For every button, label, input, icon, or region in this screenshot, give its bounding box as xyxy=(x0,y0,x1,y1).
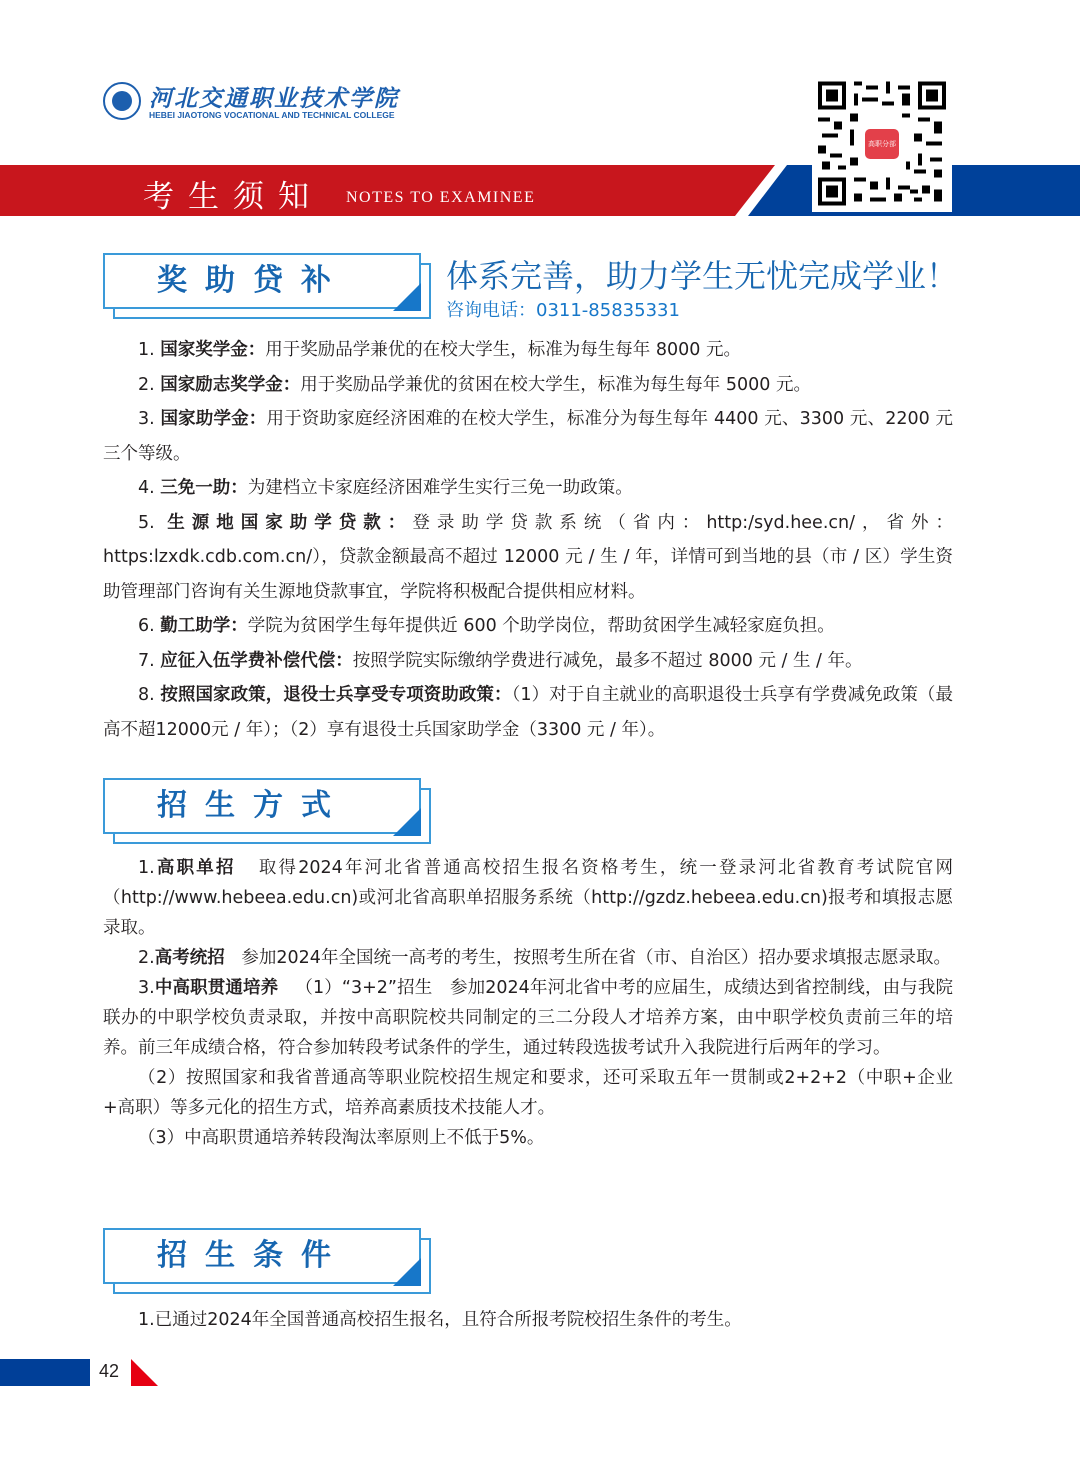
aid-slogan: 体系完善，助力学生无忧完成学业！ xyxy=(446,257,959,295)
aid-list xyxy=(103,333,953,747)
list-item: 3.中高职贯通培养 （1）“3+2”招生 参加2024年河北省中考的应届生，成绩达到省控制线，由与我院联办的中职学校负责录取，并按中高职院校共同制定的三二分段人才培养方案，由中职学校负责前三年的培养。前三年成绩合格，符合参加转段考试条件的学生，通过转段选拔考试升入我院进行后两年的学习。 xyxy=(103,978,954,1058)
list-item: （3）中高职贯通培养转段淘汰率原则上不低于5%。 xyxy=(138,1128,545,1148)
list-item: 1.高职单招 取得2024年河北省普通高校招生报名资格考生，统一登录河北省教育考试院官网（http://www.hebeea.edu.cn)或河北省高职单招服务系统（http://gzdz.hebeea.edu.cn)报考和填报志愿录取。 xyxy=(103,858,953,938)
conditions-list xyxy=(103,1305,953,1335)
college-name-en: HEBEI JIAOTONG VOCATIONAL AND TECHNICAL COLLEGE xyxy=(149,110,395,120)
list-item: 2. 国家励志奖学金：用于奖励品学兼优的贫困在校大学生，标准为每生每年 5000 元。 xyxy=(138,374,811,395)
page-number: 42 xyxy=(99,1361,120,1381)
college-name-cn: 河北交通职业技术学院 xyxy=(149,85,399,112)
section-header-aid xyxy=(103,253,433,323)
list-item: 5. 生源地国家助学贷款：登录助学贷款系统（省内：http:/syd.hee.cn/，省外：https:lzxdk.cdb.com.cn/），贷款金额最高不超过 12000 元 / 生 / 年，详情可到当地的县（市 / 区）学生资助管理部门咨询有关生源地贷款事宜，学院将积极配合提供相应材料。 xyxy=(103,512,954,602)
banner-title: 考生须知 xyxy=(143,179,323,215)
section-header-conditions xyxy=(103,1228,433,1298)
qr-code[interactable] xyxy=(812,75,952,212)
list-item: 7. 应征入伍学费补偿代偿：按照学院实际缴纳学费进行减免，最多不超过 8000 元 / 生 / 年。 xyxy=(138,650,863,671)
college-logo xyxy=(103,80,399,130)
list-item: 6. 勤工助学：学院为贫困学生每年提供近 600 个助学岗位，帮助贫困学生减轻家庭负担。 xyxy=(138,616,835,636)
banner-subtitle: NOTES TO EXAMINEE xyxy=(346,189,536,206)
aid-phone: 咨询电话：0311-85835331 xyxy=(446,300,680,321)
qr-center-logo: 高职分部 xyxy=(865,129,899,159)
college-emblem-icon xyxy=(103,82,141,120)
methods-list xyxy=(103,853,953,1153)
list-item: 3. 国家助学金：用于资助家庭经济困难的在校大学生，标准分为每生每年 4400 元、3300 元、2200 元三个等级。 xyxy=(103,409,953,464)
list-item: 1. 国家奖学金：用于奖励品学兼优的在校大学生，标准为每生每年 8000 元。 xyxy=(138,340,741,360)
list-item: 2.高考统招 参加2024年全国统一高考的考生，按照考生所在省（市、自治区）招办要求填报志愿录取。 xyxy=(138,948,951,968)
footer-bar xyxy=(0,1359,90,1386)
section-header-methods xyxy=(103,778,433,848)
list-item: （2）按照国家和我省普通高等职业院校招生规定和要求，还可采取五年一贯制或2+2+2（中职+企业+高职）等多元化的招生方式，培养高素质技术技能人才。 xyxy=(103,1068,953,1118)
footer-triangle-icon xyxy=(131,1359,158,1386)
list-item: 1.已通过2024年全国普通高校招生报名，且符合所报考院校招生条件的考生。 xyxy=(138,1310,742,1330)
list-item: 4. 三免一助：为建档立卡家庭经济困难学生实行三免一助政策。 xyxy=(138,478,633,498)
section-title-conditions: 招生条件 xyxy=(157,1238,349,1273)
section-title-methods: 招生方式 xyxy=(157,788,349,823)
list-item: 8. 按照国家政策，退役士兵享受专项资助政策：（1）对于自主就业的高职退役士兵享有学费减免政策（最高不超12000元 / 年）；（2）享有退役士兵国家助学金（3300 元 / 年）。 xyxy=(103,685,953,740)
section-title-aid: 奖助贷补 xyxy=(157,263,349,298)
